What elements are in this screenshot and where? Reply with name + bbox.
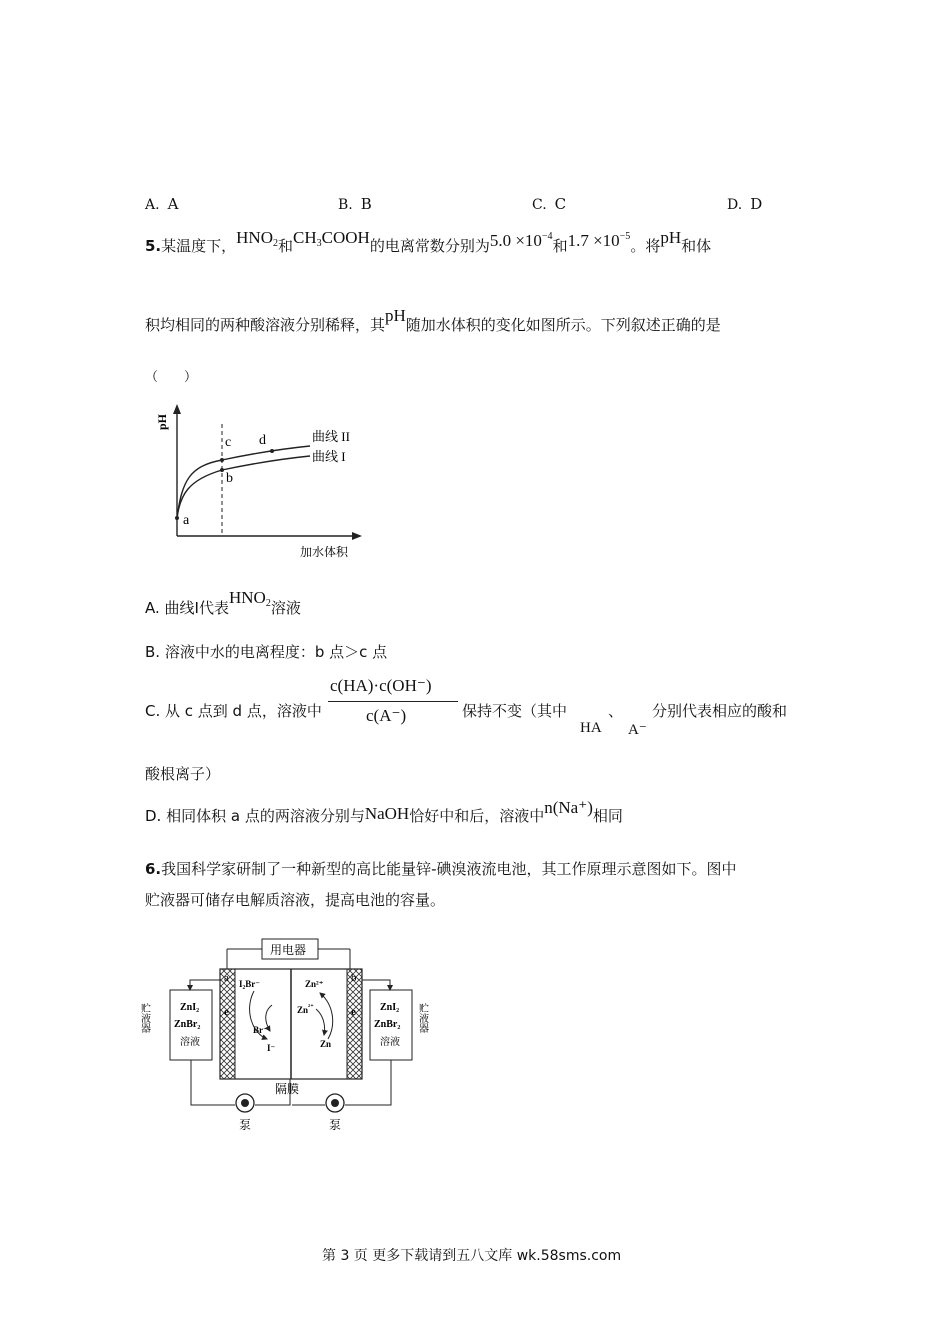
point-a xyxy=(175,516,179,520)
zn-bottom-label: Zn xyxy=(320,1039,332,1049)
label-curve-ii: 曲线 II xyxy=(312,429,350,444)
label-d: d xyxy=(259,433,266,448)
membrane-label: 隔膜 xyxy=(275,1082,300,1096)
battery-diagram xyxy=(140,935,440,1135)
answer-paren: （ ） xyxy=(145,370,198,385)
separator: 、 xyxy=(608,702,624,720)
left-pump-label: 泵 xyxy=(239,1118,252,1132)
electrode-b xyxy=(347,969,362,1079)
right-store-label: 贮液器 xyxy=(416,1003,428,1033)
x-label: 加水体积 xyxy=(300,545,349,559)
option-b: B. B xyxy=(338,195,372,213)
label-a: a xyxy=(183,513,190,528)
left-store-label: 贮液器 xyxy=(138,1003,150,1033)
q5-option-a: A. 曲线Ⅰ代表$HNO_2$溶液 xyxy=(145,588,301,617)
electrode-b-label: b xyxy=(351,972,357,984)
q5-option-c-mid: 保持不变（其中 xyxy=(462,702,568,720)
br-label: Br⁻ xyxy=(253,1025,268,1035)
q5-option-c-line2: 酸根离子） xyxy=(145,765,221,783)
fraction-denominator: c(A⁻) xyxy=(366,706,407,725)
i-label: I⁻ xyxy=(267,1043,276,1053)
e-left: e xyxy=(224,1006,229,1018)
y-label: pH xyxy=(155,413,169,430)
a-minus-label: A⁻ xyxy=(628,722,647,738)
q6-line2: 贮液器可储存电解质溶液，提高电池的容量。 xyxy=(145,891,446,909)
electrode-a-label: a xyxy=(224,972,229,984)
q5-option-d: D. 相同体积 a 点的两溶液分别与NaOH恰好中和后，溶液中n(Na⁺)相同 xyxy=(145,798,623,825)
ha-label: HA xyxy=(580,720,602,736)
option-d: D. D xyxy=(727,195,763,213)
fraction-bar xyxy=(328,701,458,702)
point-b xyxy=(220,468,224,472)
load-label: 用电器 xyxy=(270,943,307,957)
label-b: b xyxy=(226,471,233,486)
zn-mid-label: $Zn^{^{2+}}$ xyxy=(297,1003,314,1015)
right-sol-1: ZnI₂ xyxy=(380,1002,400,1013)
label-c: c xyxy=(225,435,232,450)
x-axis-arrow xyxy=(352,532,362,540)
left-sol-3: 溶液 xyxy=(180,1037,200,1048)
left-sol-2: ZnBr₂ xyxy=(174,1019,201,1030)
q5-option-c-post: 分别代表相应的酸和 xyxy=(652,702,788,720)
option-c: C. C xyxy=(532,195,567,213)
right-pump-label: 泵 xyxy=(329,1118,342,1132)
q5-line2: 积均相同的两种酸溶液分别稀释，其pH随加水体积的变化如图所示。下列叙述正确的是 xyxy=(145,306,721,334)
q5-line1: 5.某温度下，$HNO_2$和$CH_3COOH$的电离常数分别为$5.0 \times 10^{-4}$和$1.7 \times 10^{-5}$。将pH和体 xyxy=(145,228,712,255)
fraction-numerator: c(HA)·c(OH⁻) xyxy=(330,676,432,695)
q5-option-b: B. 溶液中水的电离程度：b 点＞c 点 xyxy=(145,643,388,661)
q6-line1: 6.我国科学家研制了一种新型的高比能量锌-碘溴液流电池，其工作原理示意图如下。图中 xyxy=(145,860,737,878)
right-sol-3: 溶液 xyxy=(380,1037,400,1048)
electrode-a xyxy=(220,969,235,1079)
curve-i xyxy=(177,456,310,518)
ph-dilution-graph xyxy=(150,400,375,560)
q5-option-c-pre: C. 从 c 点到 d 点，溶液中 xyxy=(145,702,322,720)
point-d xyxy=(270,449,274,453)
right-sol-2: ZnBr₂ xyxy=(374,1019,401,1030)
left-sol-1: ZnI₂ xyxy=(180,1002,200,1013)
label-curve-i: 曲线 I xyxy=(312,449,346,464)
curve-ii xyxy=(177,446,310,518)
zn2-top-label: Zn²⁺ xyxy=(305,979,324,989)
i2br-label: I₂Br⁻ xyxy=(239,979,260,989)
page-footer: 第 3 页 更多下载请到五八文库 wk.58sms.com xyxy=(322,1248,622,1264)
e-right: e xyxy=(351,1006,356,1018)
option-a: A. A xyxy=(145,195,179,213)
point-c xyxy=(220,458,224,462)
y-axis-arrow xyxy=(173,404,181,414)
